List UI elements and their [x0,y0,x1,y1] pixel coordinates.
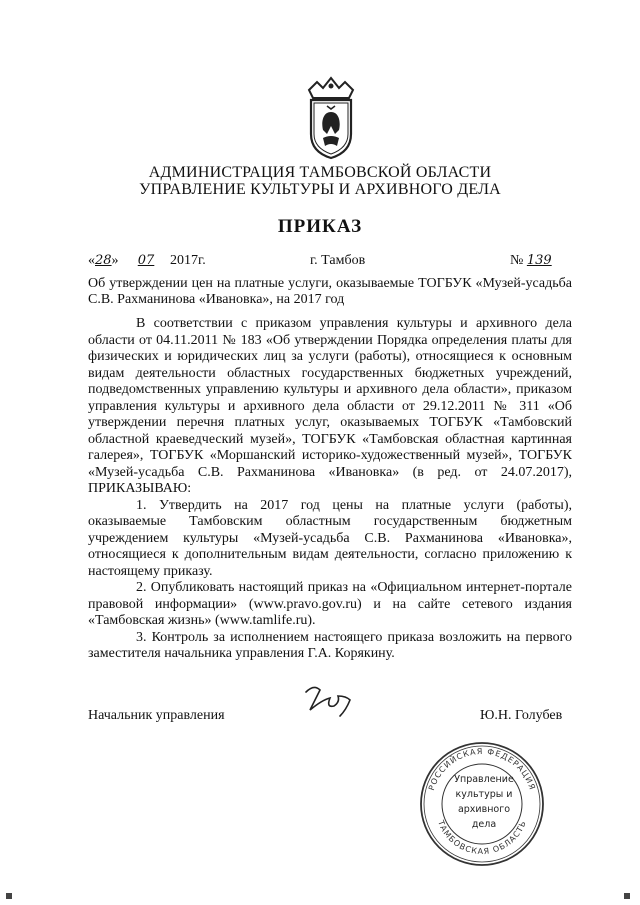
date-day: 28 [95,253,112,268]
handwritten-signature-icon [300,680,380,720]
seal-line-3: дела [471,819,497,830]
document-type: ПРИКАЗ [277,216,363,237]
order-item-3: 3. Контроль за исполнением настоящего приказа возложить на первого заместителя начальника управления Г.А. Корякину. [88,629,572,661]
seal-line-1: Управление [454,774,514,785]
department-name: УПРАВЛЕНИЕ КУЛЬТУРЫ И АРХИВНОГО ДЕЛА [139,181,501,198]
seal-text [436,772,532,832]
city: г. Тамбов [310,253,366,268]
signatory-name: Ю.Н. Голубев [480,708,563,723]
document-body [88,316,572,663]
date-month: 07 [137,253,155,268]
coat-of-arms-icon [301,76,361,160]
number-value: 139 [526,253,552,268]
organization-name: АДМИНИСТРАЦИЯ ТАМБОВСКОЙ ОБЛАСТИ [148,164,492,181]
order-item-2: 2. Опубликовать настоящий приказ на «Официальном интернет-портале правовой информации» (www.pravo.gov.ru) и на сайте сетевого издания «Тамбовская жизнь» (www.tamlife.ru). [88,580,572,628]
svg-text:ТАМБОВСКАЯ ОБЛАСТЬ: ТАМБОВСКАЯ ОБЛАСТЬ [436,819,528,857]
scan-corner-mark [6,893,12,899]
svg-text:РОССИЙСКАЯ ФЕДЕРАЦИЯ: РОССИЙСКАЯ ФЕДЕРАЦИЯ [426,746,538,792]
number-prefix: № [510,253,524,268]
document-date: «28» 07 2017г. [88,253,206,268]
seal-line-2: культуры и архивного [455,789,513,815]
order-item-1: 1. Утвердить на 2017 год цены на платные услуги (работы), оказываемые Тамбовским областным государственным бюджетным учреждением культуры «Музей-усадьба С.В. Рахманинова «Ивановка», относящиеся к дополнительным видам деятельности, согласно приложению к настоящему приказу. [88,497,572,579]
document-subject: Об утверждении цен на платные услуги, оказываемые ТОГБУК «Музей-усадьба С.В. Рахманинова «Ивановка», на 2017 год [88,276,572,307]
document-number [510,253,552,269]
signatory-title: Начальник управления [88,708,225,723]
scan-corner-mark [624,893,630,899]
preamble-paragraph: В соответствии с приказом управления культуры и архивного дела области от 04.11.2011 № 183 «Об утверждении Порядка определения платы для физических и юридических лиц за услуги (работы), относящиеся к основным видам деятельности областных государственных бюджетных учреждений, подведомственных управлению культуры и архивного дела области», приказом управления культуры и архивного дела области от 29.12.2011 № 311 «Об утверждении перечня платных услуг, оказываемых ТОГБУК «Тамбовский областной краеведческий музей», ТОГБУК «Тамбовская областная картинная галерея», ТОГБУК «Моршанский историко-художественный музей», ТОГБУК «Музей-усадьба С.В. Рахманинова «Ивановка» (в ред. от 24.07.2017), ПРИКАЗЫВАЮ: [88,316,572,496]
date-year: 2017г. [170,253,206,268]
